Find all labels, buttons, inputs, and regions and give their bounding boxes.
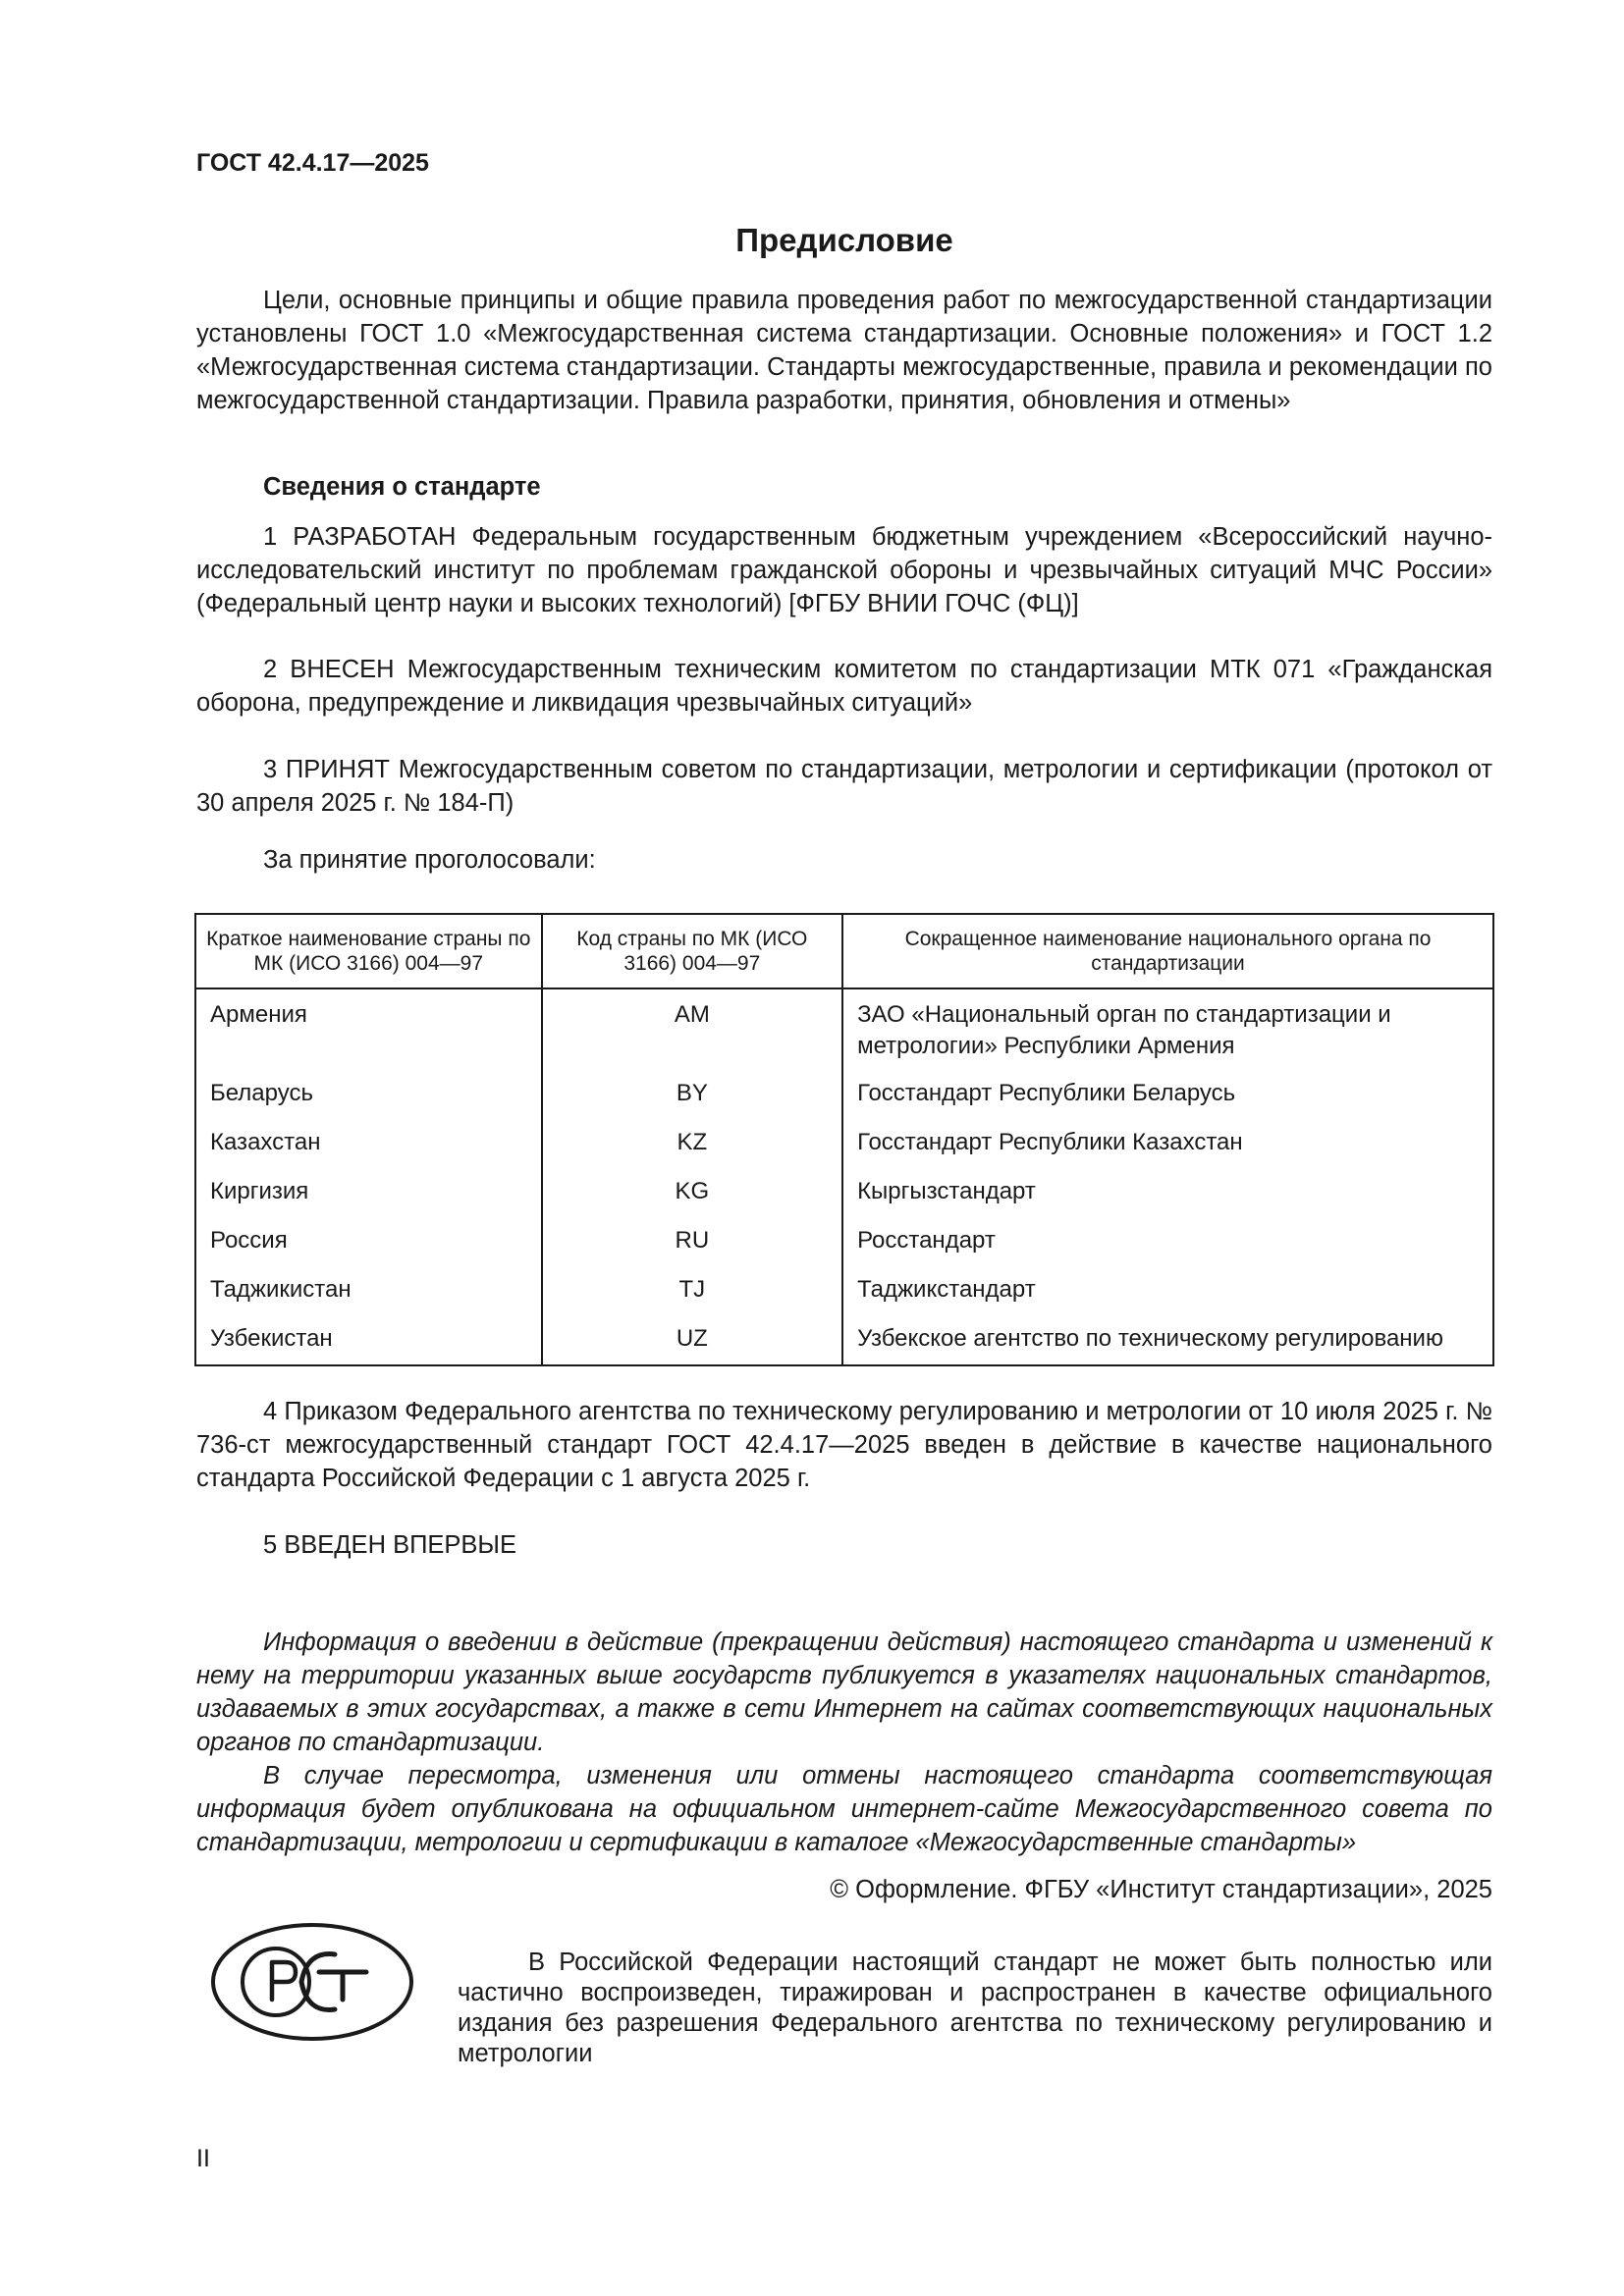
column-header-authority: Сокращенное наименование национального органа по стандартизации [842,914,1493,988]
code-cell: TJ [542,1274,842,1323]
code-cell: RU [542,1225,842,1274]
column-header-country: Краткое наименование страны по МК (ИСО 3166) 004—97 [195,914,542,988]
table-header-row [195,914,1493,988]
notice-paragraph-1: Информация о введении в действие (прекращении действия) настоящего стандарта и изменений к нему на территории указанных выше государств публикуется в указателях национальных стандартов, издаваемых в этих государствах, а также в сети Интернет на сайтах соответствующих национальных органов по стандартизации. [196,1629,1492,1756]
rst-certification-mark-icon [209,1921,415,2048]
authority-cell: Госстандарт Республики Казахстан [842,1127,1493,1176]
info-heading: Сведения о стандарте [263,473,541,501]
table-row [195,988,1493,1078]
table-row [195,1323,1493,1365]
code-cell: KG [542,1176,842,1225]
page-number: II [196,2145,210,2172]
table-row [195,1225,1493,1274]
item-adopted: 3 ПРИНЯТ Межгосударственным советом по стандартизации, метрологии и сертификации (протокол от 30 апреля 2025 г. № 184-П) [196,756,1492,817]
rights-notice: В Российской Федерации настоящий стандарт не может быть полностью или частично воспроизведен, тиражирован и распространен в качестве официального издания без разрешения Федерального агентства по техническому регулированию и метрологии [458,1949,1492,2067]
code-cell: UZ [542,1323,842,1365]
item-submitted: 2 ВНЕСЕН Межгосударственным техническим комитетом по стандартизации МТК 071 «Гражданская оборона, предупреждение и ликвидация чрезвычайных ситуаций» [196,656,1492,717]
authority-cell: Узбекское агентство по техническому регулированию [842,1323,1493,1365]
item-developed: 1 РАЗРАБОТАН Федеральным государственным бюджетным учреждением «Всероссийский научно-исследовательский институт по проблемам гражданской обороны и чрезвычайных ситуаций МЧС России» (Федеральный центр науки и высоких технологий) [ФГБУ ВНИИ ГОЧС (ФЦ)] [196,523,1492,617]
notice-paragraph-2: В случае пересмотра, изменения или отмены настоящего стандарта соответствующая информация будет опубликована на официальном интернет-сайте Межгосударственного совета по стандартизации, метрологии и сертификации в каталоге «Межгосударственные стандарты» [196,1762,1492,1856]
country-cell: Беларусь [195,1078,542,1127]
document-code: ГОСТ 42.4.17—2025 [196,149,429,177]
authority-cell: Росстандарт [842,1225,1493,1274]
item-enacted: 4 Приказом Федерального агентства по техническому регулированию и метрологии от 10 июля 2025 г. № 736-ст межгосударственный стандарт ГОСТ 42.4.17—2025 введен в действие в качестве национального стандарта Российской Федерации с 1 августа 2025 г. [196,1398,1492,1492]
country-cell: Россия [195,1225,542,1274]
table-row [195,1127,1493,1176]
code-cell: BY [542,1078,842,1127]
column-header-code: Код страны по МК (ИСО 3166) 004—97 [542,914,842,988]
page-title: Предисловие [735,222,953,258]
country-cell: Таджикистан [195,1274,542,1323]
code-cell: AM [542,988,842,1078]
voting-table [194,913,1494,1366]
table-row [195,1176,1493,1225]
table-row [195,1078,1493,1127]
code-cell: KZ [542,1127,842,1176]
country-cell: Киргизия [195,1176,542,1225]
vote-label: За принятие проголосовали: [263,846,596,874]
intro-paragraph: Цели, основные принципы и общие правила проведения работ по межгосударственной стандартизации установлены ГОСТ 1.0 «Межгосударственная система стандартизации. Основные положения» и ГОСТ 1.2 «Межгосударственная система стандартизации. Стандарты межгосударственные, правила и рекомендации по межгосударственной стандартизации. Правила разработки, принятия, обновления и отмены» [196,287,1492,414]
authority-cell: Кыргызстандарт [842,1176,1493,1225]
authority-cell: ЗАО «Национальный орган по стандартизации и метрологии» Республики Армения [842,988,1493,1078]
country-cell: Армения [195,988,542,1078]
table-row [195,1274,1493,1323]
country-cell: Казахстан [195,1127,542,1176]
copyright-line: © Оформление. ФГБУ «Институт стандартизации», 2025 [830,1876,1492,1903]
item-first-introduced: 5 ВВЕДЕН ВПЕРВЫЕ [263,1531,517,1559]
authority-cell: Таджикстандарт [842,1274,1493,1323]
country-cell: Узбекистан [195,1323,542,1365]
authority-cell: Госстандарт Республики Беларусь [842,1078,1493,1127]
